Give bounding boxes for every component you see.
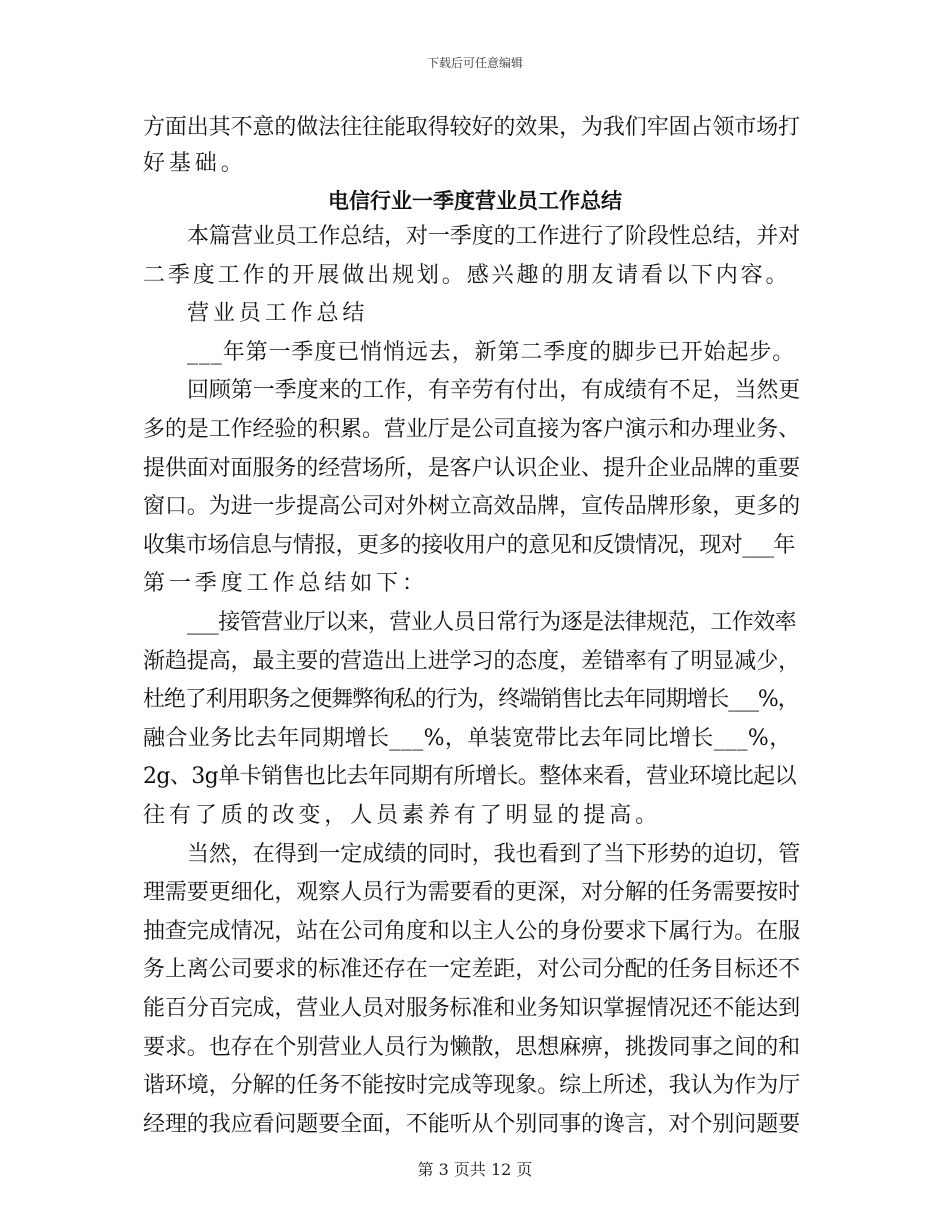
body-line: 第一季度工作总结如下： xyxy=(143,571,428,596)
body-line: ___接管营业厅以来，营业人员日常行为逐是法律规范，工作效率 xyxy=(187,610,797,635)
document-title: 电信行业一季度营业员工作总结 xyxy=(328,189,622,213)
body-line: 杜绝了利用职务之便舞弊徇私的行为，终端销售比去年同期增长___%， xyxy=(143,687,799,712)
body-line: 要求。也存在个别营业人员行为懒散，思想麻痹，挑拨同事之间的和 xyxy=(143,1035,801,1060)
body-line: 融合业务比去年同期增长___%，单装宽带比去年同比增长___%， xyxy=(143,726,792,751)
body-line: 窗口。为进一步提高公司对外树立高效品牌，宣传品牌形象，更多的 xyxy=(143,494,801,519)
body-line: 多的是工作经验的积累。营业厅是公司直接为客户演示和办理业务、 xyxy=(143,417,801,442)
body-line: 经理的我应看问题要全面，不能听从个别同事的谗言，对个别问题要 xyxy=(143,1112,801,1137)
intro-line: 好基础。 xyxy=(143,151,247,176)
body-line: 收集市场信息与情报，更多的接收用户的意见和反馈情况，现对___年 xyxy=(143,533,795,558)
body-line: 营业员工作总结 xyxy=(187,301,369,326)
body-line: 渐趋提高，最主要的营造出上进学习的态度，差错率有了明显减少， xyxy=(143,649,801,674)
page-footer: 第 3 页共 12 页 xyxy=(417,1160,533,1179)
body-line: 谐环境，分解的任务不能按时完成等现象。综上所述，我认为作为厅 xyxy=(143,1073,801,1098)
body-line: 二季度工作的开展做出规划。感兴趣的朋友请看以下内容。 xyxy=(143,263,791,288)
body-line: 理需要更细化，观察人员行为需要看的更深，对分解的任务需要按时 xyxy=(143,880,801,905)
intro-line: 方面出其不意的做法往往能取得较好的效果，为我们牢固占领市场打 xyxy=(143,115,801,140)
body-line: ___年第一季度已悄悄远去，新第二季度的脚步已开始起步。 xyxy=(187,340,796,365)
body-line: 能百分百完成，营业人员对服务标准和业务知识掌握情况还不能达到 xyxy=(143,996,801,1021)
body-line: 往有了质的改变，人员素养有了明显的提高。 xyxy=(143,803,662,828)
body-line: 务上离公司要求的标准还存在一定差距，对公司分配的任务目标还不 xyxy=(143,957,801,982)
body-line: 本篇营业员工作总结，对一季度的工作进行了阶段性总结，并对 xyxy=(187,224,801,249)
body-line: 提供面对面服务的经营场所，是客户认识企业、提升企业品牌的重要 xyxy=(143,456,801,481)
body-line: 当然，在得到一定成绩的同时，我也看到了当下形势的迫切，管 xyxy=(187,842,801,867)
body-line: 回顾第一季度来的工作，有辛劳有付出，有成绩有不足，当然更 xyxy=(187,378,801,403)
page-header: 下载后可任意编辑 xyxy=(426,56,523,70)
body-line: 2g、3g单卡销售也比去年同期有所增长。整体来看，营业环境比起以 xyxy=(143,764,796,789)
body-line: 抽查完成情况，站在公司角度和以主人公的身份要求下属行为。在服 xyxy=(143,919,801,944)
